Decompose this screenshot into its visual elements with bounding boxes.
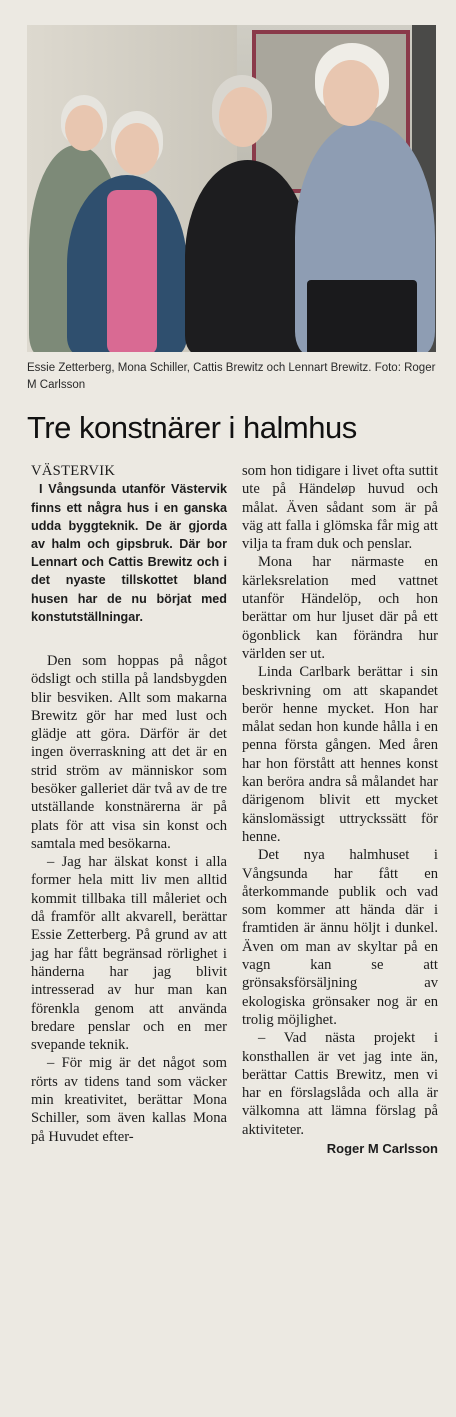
byline: Roger M Carlsson <box>326 1140 438 1156</box>
column-right <box>242 462 438 1158</box>
column-left <box>31 462 227 1146</box>
photo-caption: Essie Zetterberg, Mona Schiller, Cattis Brewitz och Lennart Brewitz. Foto: Roger M Carlsson <box>27 362 436 391</box>
person-lennart-pants <box>307 280 417 352</box>
body-paragraph: Den som hoppas på något ödsligt och stilla på landsbygden blir besviken. Allt som makarna Brewitz gör har med lust och glädje att göra. Därför är det ingen överraskning att det är en strid ström av människor som besöker galleriet där två av de tre utställande konstnärerna är på plats för att visa sin konst och samtala med besökarna. <box>31 652 227 852</box>
person-cattis-face <box>219 87 267 147</box>
body-paragraph: som hon tidigare i livet ofta suttit ute på Händeløp huvud och målat. Även sådant som är på väg att falla i glömska får mig att vilja ta fram duk och penslar. <box>242 463 438 553</box>
body-paragraph: Linda Carlbark berättar i sin beskrivning om att skapandet berör henne mycket. Hon har målat sedan hon kunde hålla i en penna första gången. Med åren har hon förstått att hennes konst kan beröra andra så målandet har därigenom blivit ett mycket känslomässigt uttryckssätt för henne. <box>242 664 438 845</box>
person-lennart-face <box>323 60 379 126</box>
headline: Tre konstnärer i halmhus <box>27 410 357 445</box>
body-paragraph: Mona har närmaste en kärleksrelation med vattnet utanför Händelöp, och hon berättar om hur ljuset där på ett ögonblick kan förändra hur världen ser ut. <box>242 554 438 662</box>
person-mona-face <box>115 123 159 175</box>
body-paragraph: – Vad nästa projekt i konsthallen är vet jag inte än, berättar Cattis Brewitz, men vi har en förslagslåda och alla är välkomna att lämna förslag på aktiviteter. <box>242 1030 438 1138</box>
person-mona-dress <box>107 190 157 352</box>
person-cattis <box>185 160 310 352</box>
person-essie-face <box>65 105 103 151</box>
body-paragraph: – Jag har älskat konst i alla former hela mitt liv men alltid kommit tillbaka till måleriet och då framför allt akvarell, berättar Essie Zetterberg. På grund av att jag har fått begränsad rörlighet i händerna har jag blivit intresserad av hur man kan förenkla genom att använda bredare penslar och en mer svepande teknik. <box>31 854 227 1054</box>
ingress: I Vångsunda utanför Västervik finns ett några hus i en ganska udda byggteknik. De är gjorda av halm och gipsbruk. Där bor Lennart och Cattis Brewitz och i det nyaste tillskottet bland husen har de nu börjat med konstutställningar. <box>31 482 227 624</box>
dateline: VÄSTERVIK <box>31 463 116 479</box>
body-paragraph: – För mig är det något som rörts av tidens tand som väcker min kreativitet, berättar Mona Schiller, som även kallas Mona på Huvudet efter- <box>31 1055 227 1145</box>
article-photo <box>27 25 436 352</box>
body-paragraph: Det nya halmhuset i Vångsunda har fått en återkommande publik och vad som kommer att hända där i framtiden är ännu höljt i dunkel. Även om man av skyltar på en vagn kan se att grönsaksförsäljning av ekologiska grönsaker nog är en trolig möjlighet. <box>242 847 438 1028</box>
